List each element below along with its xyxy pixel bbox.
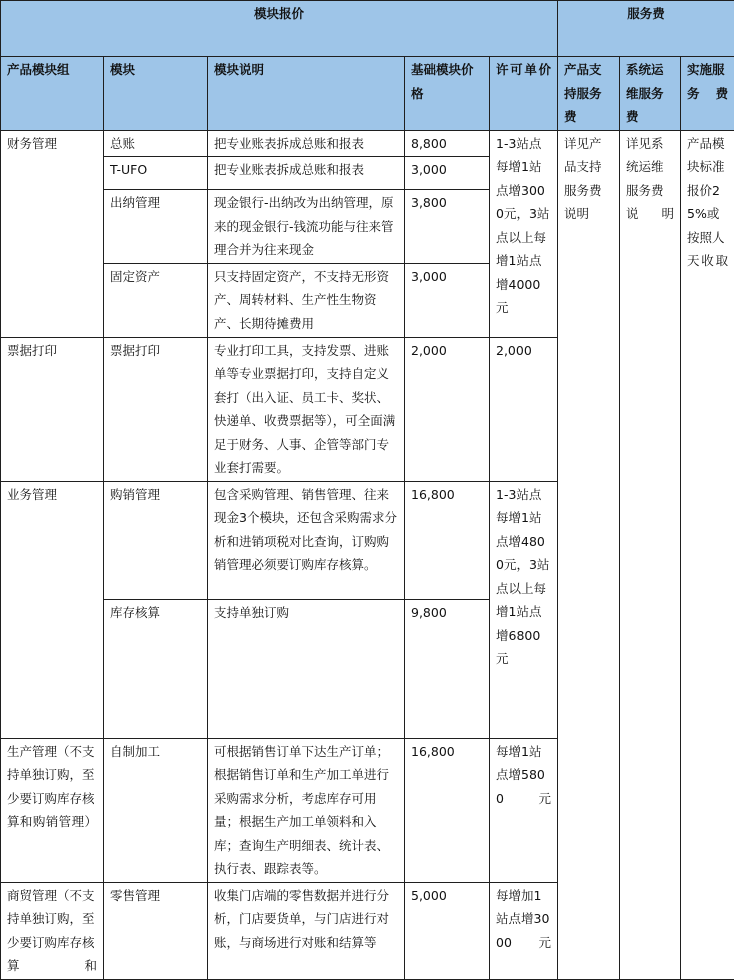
license-cell-production: 每增1站点增5800元 bbox=[490, 738, 558, 882]
price-cell: 3,000 bbox=[405, 157, 490, 190]
col-header-base-price: 基础模块价格 bbox=[405, 57, 490, 131]
module-cell: 零售管理 bbox=[104, 882, 208, 979]
license-cell-trade: 每增加1站点增3000元 bbox=[490, 882, 558, 979]
module-cell: 出纳管理 bbox=[104, 190, 208, 264]
group-cell-production: 生产管理（不支持单独订购，至少要订购库存核算和购销管理） bbox=[1, 738, 104, 882]
module-cell: 固定资产 bbox=[104, 263, 208, 337]
module-cell: T-UFO bbox=[104, 157, 208, 190]
desc-cell: 收集门店端的零售数据并进行分析，门店要货单，与门店进行对账，与商场进行对账和结算等 bbox=[208, 882, 405, 979]
price-cell: 3,000 bbox=[405, 263, 490, 337]
price-cell: 16,800 bbox=[405, 738, 490, 882]
license-cell-finance: 1-3站点每增1站点增3000元，3站点以上每增1站点增4000元 bbox=[490, 130, 558, 337]
desc-cell: 支持单独订购 bbox=[208, 599, 405, 738]
module-cell: 自制加工 bbox=[104, 738, 208, 882]
col-header-implement: 实施服务费 bbox=[681, 57, 734, 131]
col-header-license: 许可单价 bbox=[490, 57, 558, 131]
desc-cell: 包含采购管理、销售管理、往来现金3个模块，还包含采购需求分析和进销项税对比查询，订购购销管理必须要订购库存核算。 bbox=[208, 481, 405, 599]
license-cell-business: 1-3站点每增1站点增4800元，3站点以上每增1站点增6800元 bbox=[490, 481, 558, 738]
product-support-note: 详见产品支持服务费说明 bbox=[558, 130, 620, 979]
col-header-product-support: 产品支持服务费 bbox=[558, 57, 620, 131]
price-cell: 5,000 bbox=[405, 882, 490, 979]
module-cell: 库存核算 bbox=[104, 599, 208, 738]
col-header-desc: 模块说明 bbox=[208, 57, 405, 131]
desc-cell: 把专业账表拆成总账和报表 bbox=[208, 130, 405, 157]
price-cell: 3,800 bbox=[405, 190, 490, 264]
license-cell-bill-print: 2,000 bbox=[490, 337, 558, 481]
price-cell: 2,000 bbox=[405, 337, 490, 481]
implement-note: 产品模块标准报价25%或按照人天收取 bbox=[681, 130, 734, 979]
price-cell: 8,800 bbox=[405, 130, 490, 157]
price-cell: 9,800 bbox=[405, 599, 490, 738]
module-price-header: 模块报价 bbox=[1, 1, 558, 57]
desc-cell: 专业打印工具，支持发票、进账单等专业票据打印，支持自定义套打（出入证、员工卡、奖状、快递单、收费票据等），可全面满足于财务、人事、企管等部门专业套打需要。 bbox=[208, 337, 405, 481]
group-cell-bill-print: 票据打印 bbox=[1, 337, 104, 481]
service-fee-header: 服务费 bbox=[558, 1, 734, 57]
sys-ops-note: 详见系统运维服务费说明 bbox=[620, 130, 681, 979]
desc-cell: 只支持固定资产，不支持无形资产、周转材料、生产性生物资产、长期待摊费用 bbox=[208, 263, 405, 337]
group-cell-finance: 财务管理 bbox=[1, 130, 104, 337]
module-cell: 总账 bbox=[104, 130, 208, 157]
module-cell: 票据打印 bbox=[104, 337, 208, 481]
desc-cell: 现金银行-出纳改为出纳管理，原来的现金银行-钱流功能与往来管理合并为往来现金 bbox=[208, 190, 405, 264]
group-cell-trade: 商贸管理（不支持单独订购，至少要订购库存核算和 bbox=[1, 882, 104, 979]
col-header-module: 模块 bbox=[104, 57, 208, 131]
desc-cell: 可根据销售订单下达生产订单；根据销售订单和生产加工单进行采购需求分析，考虑库存可用量；根据生产加工单领料和入库；查询生产明细表、统计表、执行表、跟踪表等。 bbox=[208, 738, 405, 882]
module-cell: 购销管理 bbox=[104, 481, 208, 599]
group-cell-business: 业务管理 bbox=[1, 481, 104, 738]
desc-cell: 把专业账表拆成总账和报表 bbox=[208, 157, 405, 190]
price-cell: 16,800 bbox=[405, 481, 490, 599]
col-header-sys-ops: 系统运维服务费 bbox=[620, 57, 681, 131]
col-header-group: 产品模块组 bbox=[1, 57, 104, 131]
